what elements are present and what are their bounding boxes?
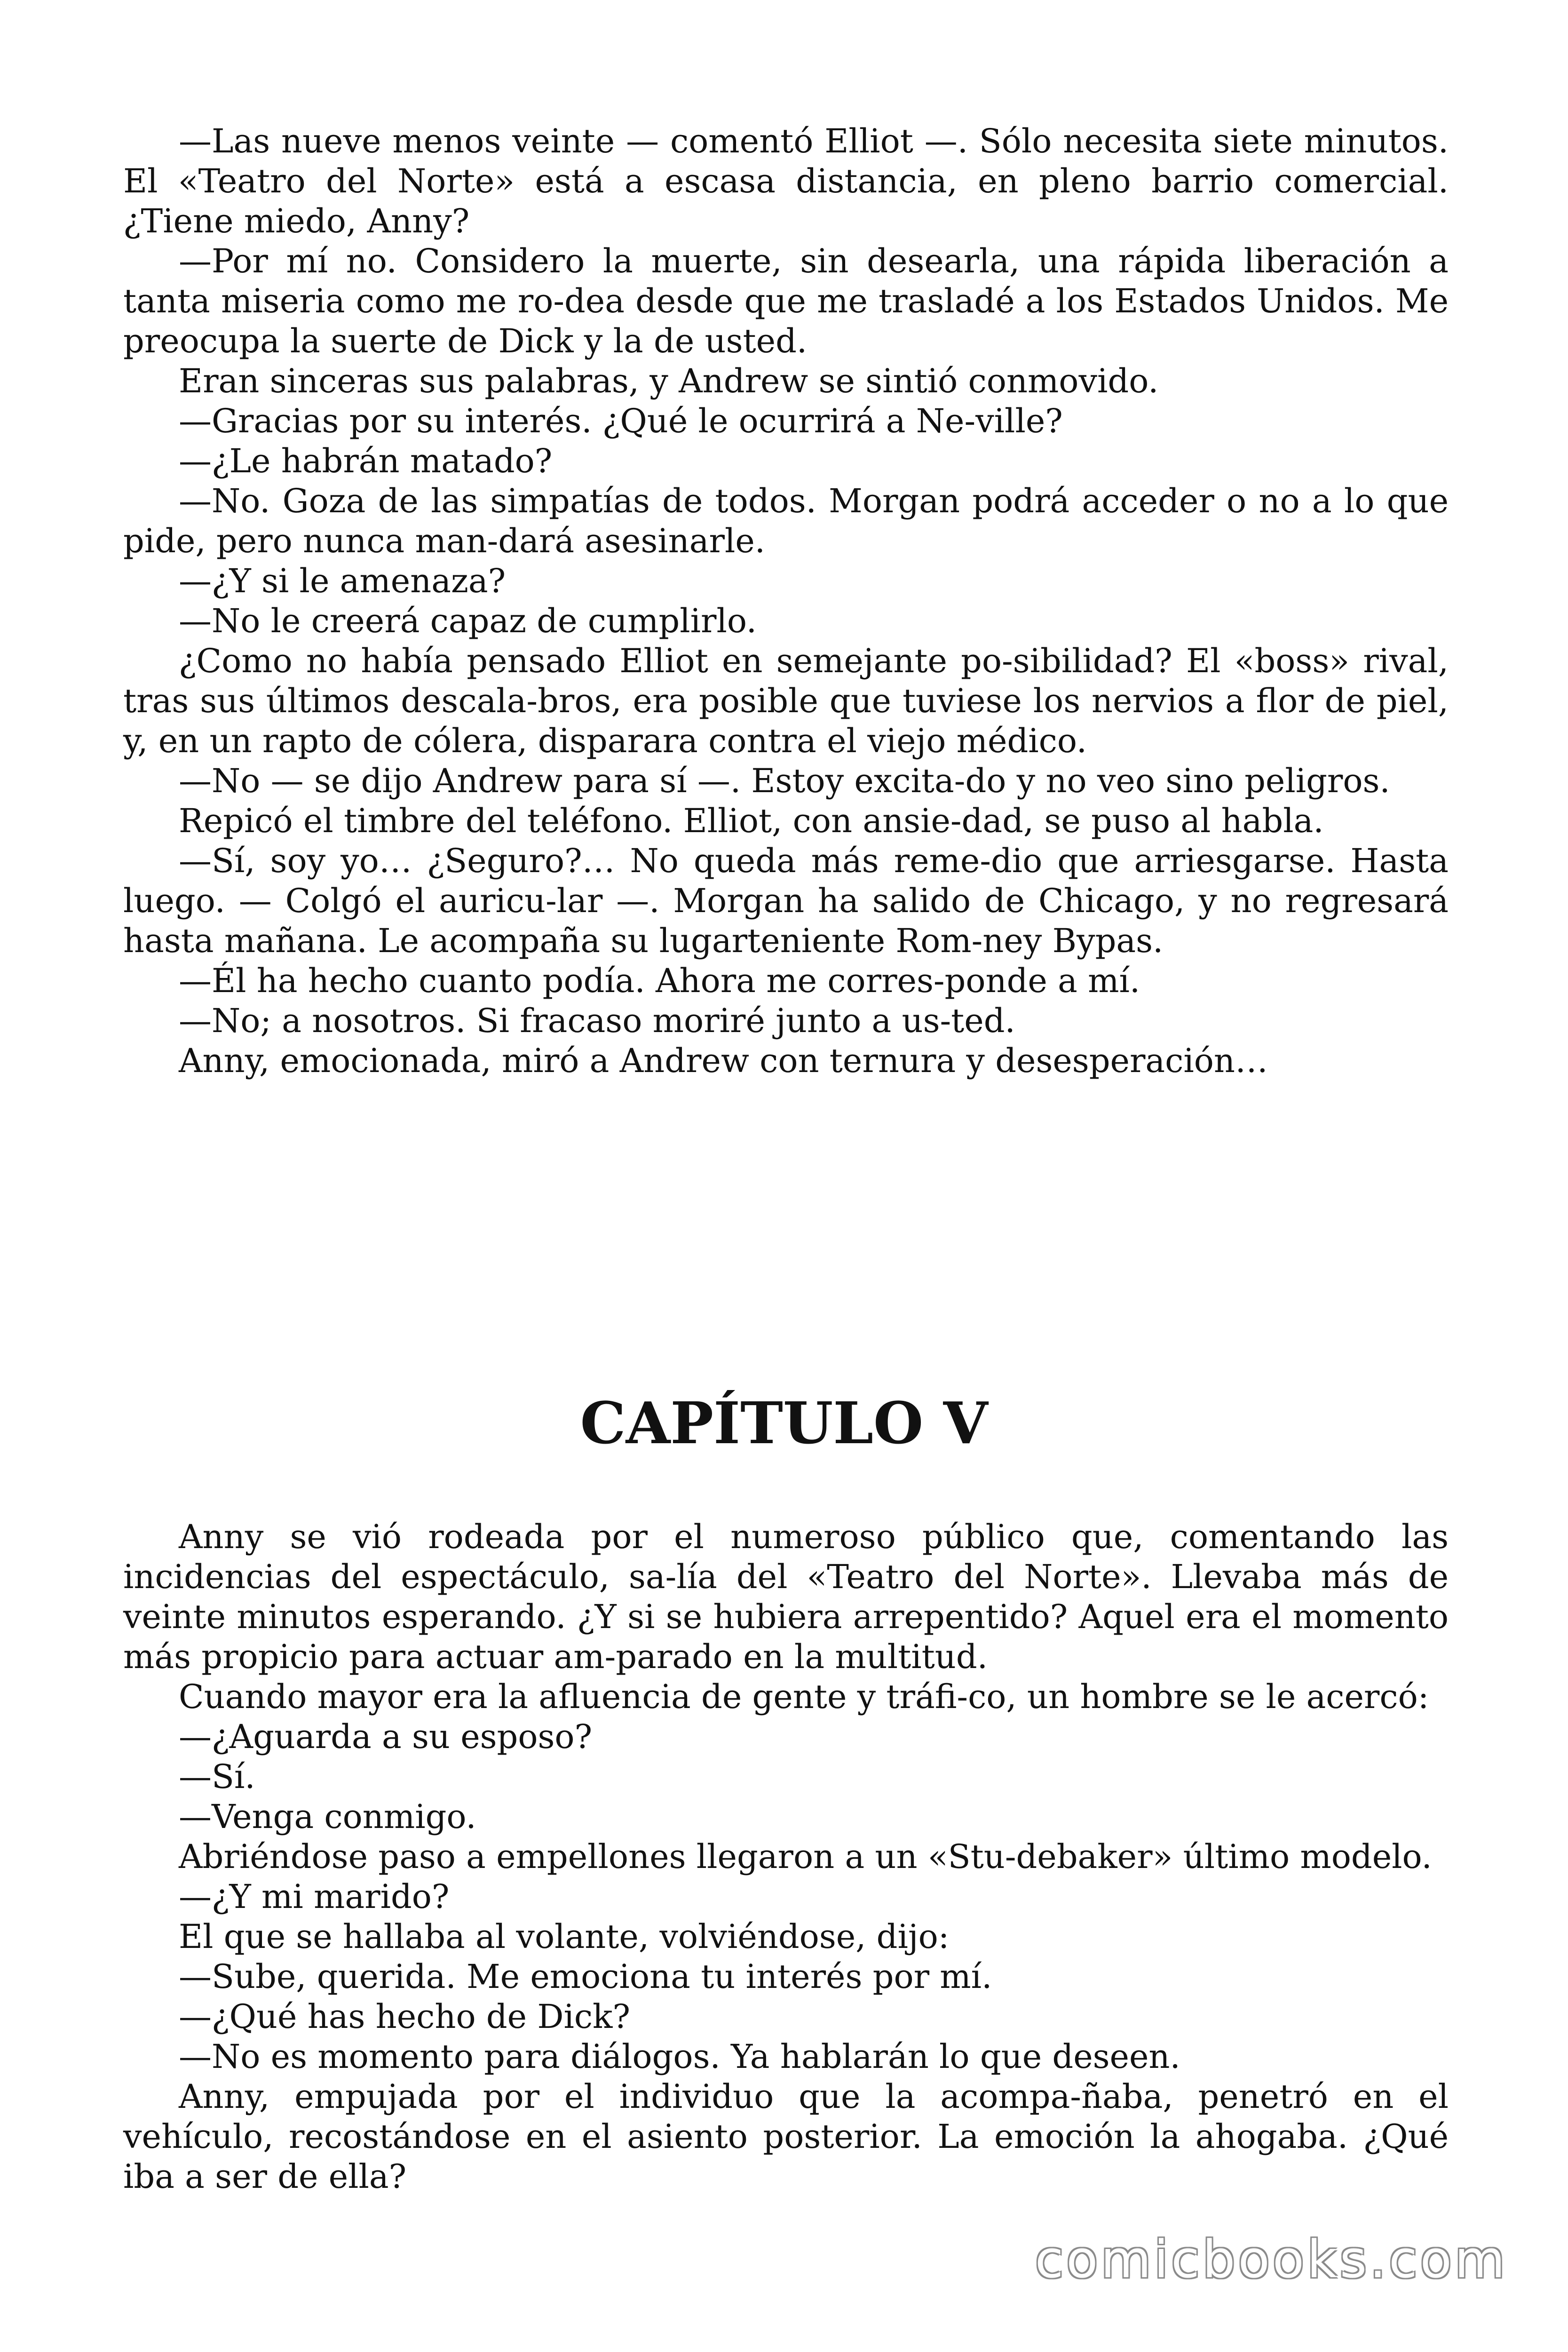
paragraph: Anny, emocionada, miró a Andrew con ternura y desesperación… bbox=[179, 1041, 1268, 1080]
paragraph: —¿Y mi marido? bbox=[179, 1877, 450, 1916]
paragraph: —Sí. bbox=[179, 1757, 255, 1796]
paragraph: —Las nueve menos veinte — comentó Elliot —. Sólo necesita siete minutos. El «Teatro del Norte» está a escasa distancia, en pleno barrio comercial. ¿Tiene miedo, Anny? bbox=[123, 122, 1449, 240]
site-watermark: comicbooks.com bbox=[1035, 2229, 1508, 2289]
paragraph: Anny se vió rodeada por el numeroso público que, comentando las incidencias del espectáculo, sa-lía del «Teatro del Norte». Llevaba más de veinte minutos esperando. ¿Y si se hubiera arrepentido? Aquel era el momento más propicio para actuar am-parado en la multitud. bbox=[123, 1518, 1449, 1676]
text-block-bottom bbox=[123, 1517, 1449, 2197]
paragraph: —Venga conmigo. bbox=[179, 1797, 476, 1836]
paragraph: —Él ha hecho cuanto podía. Ahora me corres-ponde a mí. bbox=[179, 961, 1140, 1000]
paragraph: Eran sinceras sus palabras, y Andrew se sintió conmovido. bbox=[179, 362, 1159, 400]
paragraph: —No; a nosotros. Si fracaso moriré junto a us-ted. bbox=[179, 1001, 1015, 1040]
chapter-title: CAPÍTULO V bbox=[580, 1389, 988, 1457]
paragraph: —¿Qué has hecho de Dick? bbox=[179, 1997, 631, 2036]
text-block-top bbox=[123, 121, 1449, 1081]
paragraph: El que se hallaba al volante, volviéndose, dijo: bbox=[179, 1917, 950, 1956]
paragraph: —No. Goza de las simpatías de todos. Morgan podrá acceder o no a lo que pide, pero nunca man-dará asesinarle. bbox=[123, 482, 1449, 560]
paragraph: Cuando mayor era la afluencia de gente y tráfi-co, un hombre se le acercó: bbox=[179, 1677, 1429, 1716]
paragraph: —Sí, soy yo… ¿Seguro?… No queda más reme-dio que arriesgarse. Hasta luego. — Colgó el auricu-lar —. Morgan ha salido de Chicago, y no regresará hasta mañana. Le acompaña su lugarteniente Rom-ney Bypas. bbox=[123, 842, 1449, 960]
paragraph: —Por mí no. Considero la muerte, sin desearla, una rápida liberación a tanta miseria como me ro-dea desde que me trasladé a los Estados Unidos. Me preocupa la suerte de Dick y la de usted. bbox=[123, 242, 1449, 360]
paragraph: ¿Como no había pensado Elliot en semejante po-sibilidad? El «boss» rival, tras sus últimos descala-bros, era posible que tuviese los nervios a flor de piel, y, en un rapto de cólera, disparara contra el viejo médico. bbox=[123, 642, 1449, 760]
paragraph: Anny, empujada por el individuo que la acompa-ñaba, penetró en el vehículo, recostándose en el asiento posterior. La emoción la ahogaba. ¿Qué iba a ser de ella? bbox=[123, 2077, 1449, 2196]
paragraph: —Sube, querida. Me emociona tu interés por mí. bbox=[179, 1957, 992, 1996]
paragraph: —¿Aguarda a su esposo? bbox=[179, 1717, 593, 1756]
paragraph: —¿Y si le amenaza? bbox=[179, 562, 506, 600]
paragraph: —No — se dijo Andrew para sí —. Estoy excita-do y no veo sino peligros. bbox=[179, 762, 1390, 800]
paragraph: Repicó el timbre del teléfono. Elliot, con ansie-dad, se puso al habla. bbox=[179, 802, 1324, 840]
paragraph: —Gracias por su interés. ¿Qué le ocurrirá a Ne-ville? bbox=[179, 402, 1063, 440]
paragraph: Abriéndose paso a empellones llegaron a un «Stu-debaker» último modelo. bbox=[179, 1837, 1432, 1876]
paragraph: —No es momento para diálogos. Ya hablarán lo que deseen. bbox=[179, 2037, 1180, 2076]
paragraph: —¿Le habrán matado? bbox=[179, 442, 553, 480]
paragraph: —No le creerá capaz de cumplirlo. bbox=[179, 602, 757, 640]
